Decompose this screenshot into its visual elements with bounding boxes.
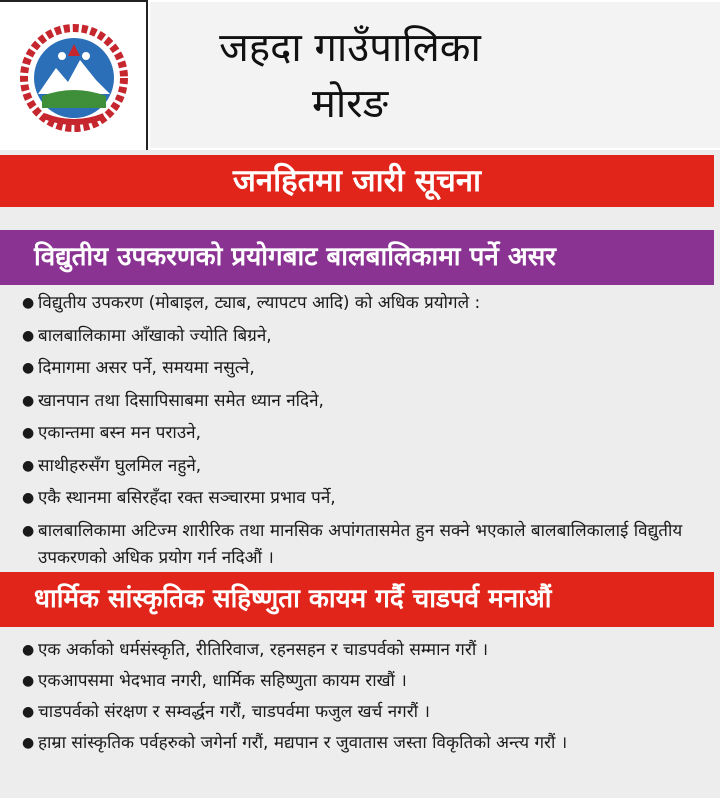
list-item: ● बालबालिकामा आँखाको ज्योति बिग्रने, [22, 323, 687, 350]
bullet-icon: ● [22, 735, 35, 751]
bullet-icon: ● [22, 327, 35, 344]
list-item: ● विद्युतीय उपकरण (मोबाइल, ट्याब, ल्यापटप आदि) को अधिक प्रयोगले : [22, 290, 687, 317]
header [0, 0, 720, 150]
title-box [150, 2, 720, 148]
section1-list [22, 290, 687, 577]
section2-heading: धार्मिक सांस्कृतिक सहिष्णुता कायम गर्दै चाडपर्व मनाऔं [0, 572, 714, 627]
list-item: ● साथीहरुसँग घुलमिल नहुने, [22, 453, 687, 480]
district-name: मोरङ [311, 81, 389, 127]
section2-list [22, 637, 687, 761]
list-item: ● खानपान तथा दिसापिसाबमा समेत ध्यान नदिने, [22, 388, 687, 415]
logo-area [0, 0, 148, 150]
list-item: ● एकआपसमा भेदभाव नगरी, धार्मिक सहिष्णुता कायम राखौं । [22, 668, 687, 695]
list-item: ● एकै स्थानमा बसिरहँदा रक्त सञ्चारमा प्रभाव पर्ने, [22, 485, 687, 512]
section1-heading: विद्युतीय उपकरणको प्रयोगबाट बालबालिकामा पर्ने असर [0, 230, 714, 285]
nepal-emblem-icon [20, 24, 128, 132]
municipality-name: जहदा गाउँपालिका [219, 25, 481, 71]
bullet-icon: ● [22, 490, 35, 506]
bullet-icon: ● [22, 704, 35, 720]
bullet-icon: ● [22, 392, 35, 409]
public-notice-banner: जनहितमा जारी सूचना [0, 155, 714, 207]
list-item: ● चाडपर्वको संरक्षण र सम्वर्द्धन गरौं, चाडपर्वमा फजुल खर्च नगरौं । [22, 699, 687, 726]
bullet-icon: ● [22, 295, 35, 311]
list-item: ● बालबालिकामा अटिज्म शारीरिक तथा मानसिक अपांगतासमेत हुन सक्ने भएकाले बालबालिकालाई विद्युतीय उपकरणको अधिक प्रयोग गर्न नदिऔं । [22, 518, 687, 572]
bullet-icon: ● [22, 642, 35, 658]
list-item: ● दिमागमा असर पर्ने, समयमा नसुत्ने, [22, 355, 687, 382]
bullet-icon: ● [22, 457, 35, 474]
list-item: ● एक अर्काको धर्मसंस्कृति, रीतिरिवाज, रहनसहन र चाडपर्वको सम्मान गरौं । [22, 637, 687, 664]
list-item: ● हाम्रा सांस्कृतिक पर्वहरुको जगेर्ना गरौं, मद्यपान र जुवातास जस्ता विकृतिको अन्त्य गरौं । [22, 730, 687, 757]
bullet-icon: ● [22, 360, 35, 376]
bullet-icon: ● [22, 522, 35, 539]
bullet-icon: ● [22, 673, 35, 689]
list-item: ● एकान्तमा बस्न मन पराउने, [22, 420, 687, 447]
bullet-icon: ● [22, 425, 35, 441]
